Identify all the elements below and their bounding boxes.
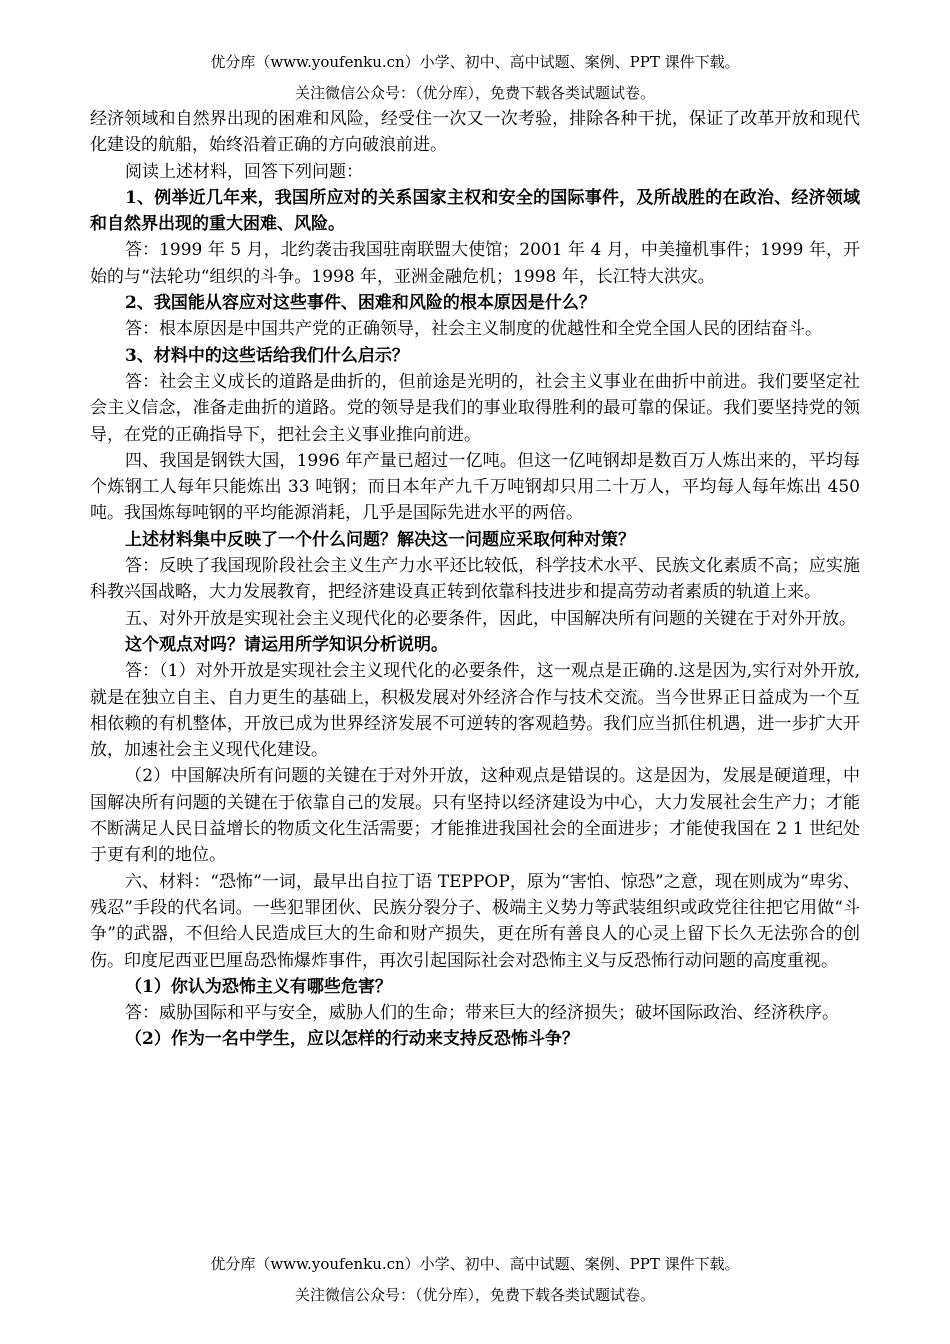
paragraph-material-end: 经济领域和自然界出现的困难和风险，经受住一次又一次考验，排除各种干扰，保证了改革开放和现代化建设的航船，始终沿着正确的方向破浪前进。 [90, 109, 860, 156]
question-6-1: （1）你认为恐怖主义有哪些危害？ [125, 976, 392, 997]
section-4-material: 四、我国是钢铁大国，1996 年产量已超过一亿吨。但这一亿吨钢却是数百万人炼出来的，平均每个炼钢工人每年只能炼出 33 吨钢；而日本年产九千万吨钢却只用二十万人，平均每人每年炼出 450 吨。我国炼每吨钢的平均能源消耗，几乎是国际先进水平的两倍。 [90, 450, 860, 524]
footer-line-2: 关注微信公众号：（优分库），免费下载各类试题试卷。 [294, 1286, 655, 1304]
footer-line-1: 优分库（www.youfenku.cn）小学、初中、高中试题、案例、PPT 课件下载。 [210, 1255, 740, 1273]
question-5: 这个观点对吗？请运用所学知识分析说明。 [125, 634, 448, 655]
header-line-1: 优分库（www.youfenku.cn）小学、初中、高中试题、案例、PPT 课件下载。 [210, 53, 740, 71]
section-5-material: 五、对外开放是实现社会主义现代化的必要条件，因此，中国解决所有问题的关键在于对外开放。 [125, 608, 856, 629]
question-1: 1、例举近几年来，我国所应对的关系国家主权和安全的国际事件，及所战胜的在政治、经济领域和自然界出现的重大困难、风险。 [90, 187, 860, 235]
question-4: 上述材料集中反映了一个什么问题？解决这一问题应采取何种对策？ [125, 529, 635, 550]
answer-3: 答：社会主义成长的道路是曲折的，但前途是光明的，社会主义事业在曲折中前进。我们要坚定社会主义信念，准备走曲折的道路。党的领导是我们的事业取得胜利的最可靠的保证。我们要坚持党的领导，在党的正确指导下，把社会主义事业推向前进。 [90, 371, 860, 445]
header-line-2: 关注微信公众号：（优分库），免费下载各类试题试卷。 [294, 84, 655, 102]
instruction-text: 阅读上述材料，回答下列问题： [125, 161, 363, 182]
answer-4: 答：反映了我国现阶段社会主义生产力水平还比较低，科学技术水平、民族文化素质不高；应实施科教兴国战略，大力发展教育，把经济建设真正转到依靠科技进步和提高劳动者素质的轨道上来。 [90, 556, 860, 603]
answer-5-part-2: （2）中国解决所有问题的关键在于对外开放，这种观点是错误的。这是因为，发展是硬道理，中国解决所有问题的关键在于依靠自己的发展。只有坚持以经济建设为中心，大力发展社会生产力；才能不断满足人民日益增长的物质文化生活需要；才能推进我国社会的全面进步；才能使我国在 2 1 世纪处于更有利的地位。 [90, 766, 860, 866]
question-6-2: （2）作为一名中学生，应以怎样的行动来支持反恐怖斗争？ [125, 1029, 579, 1050]
question-3: 3、材料中的这些话给我们什么启示？ [125, 345, 409, 366]
question-2: 2、我国能从容应对这些事件、困难和风险的根本原因是什么？ [125, 293, 596, 314]
answer-1: 答：1999 年 5 月，北约袭击我国驻南联盟大使馆；2001 年 4 月，中美撞机事件；1999 年，开始的与“法轮功“组织的斗争。1998 年，亚洲金融危机；1998 年，长江特大洪灾。 [90, 240, 860, 287]
answer-2: 答：根本原因是中国共产党的正确领导，社会主义制度的优越性和全党全国人民的团结奋斗。 [125, 319, 822, 340]
document-body [90, 106, 860, 1053]
answer-6-1: 答：威胁国际和平与安全，威胁人们的生命；带来巨大的经济损失；破坏国际政治、经济秩序。 [125, 1003, 839, 1024]
section-6-material: 六、材料：“恐怖”一词，最早出自拉丁语 TEPPOP，原为“害怕、惊恐”之意，现在则成为“卑劣、残忍”手段的代名词。一些犯罪团伙、民族分裂分子、极端主义势力等武装组织或政党往往把它用做“斗争”的武器，不但给人民造成巨大的生命和财产损失，更在所有善良人的心灵上留下长久无法弥合的创伤。印度尼西亚巴厘岛恐怖爆炸事件，再次引起国际社会对恐怖主义与反恐怖行动问题的高度重视。 [90, 871, 860, 971]
answer-5-part-1: 答：（1）对外开放是实现社会主义现代化的必要条件，这一观点是正确的.这是因为,实行对外开放,就是在独立自主、自力更生的基础上，积极发展对外经济合作与技术交流。当今世界正日益成为一个互相依赖的有机整体，开放已成为世界经济发展不可逆转的客观趋势。我们应当抓住机遇，进一步扩大开放，加速社会主义现代化建设。 [90, 661, 860, 761]
